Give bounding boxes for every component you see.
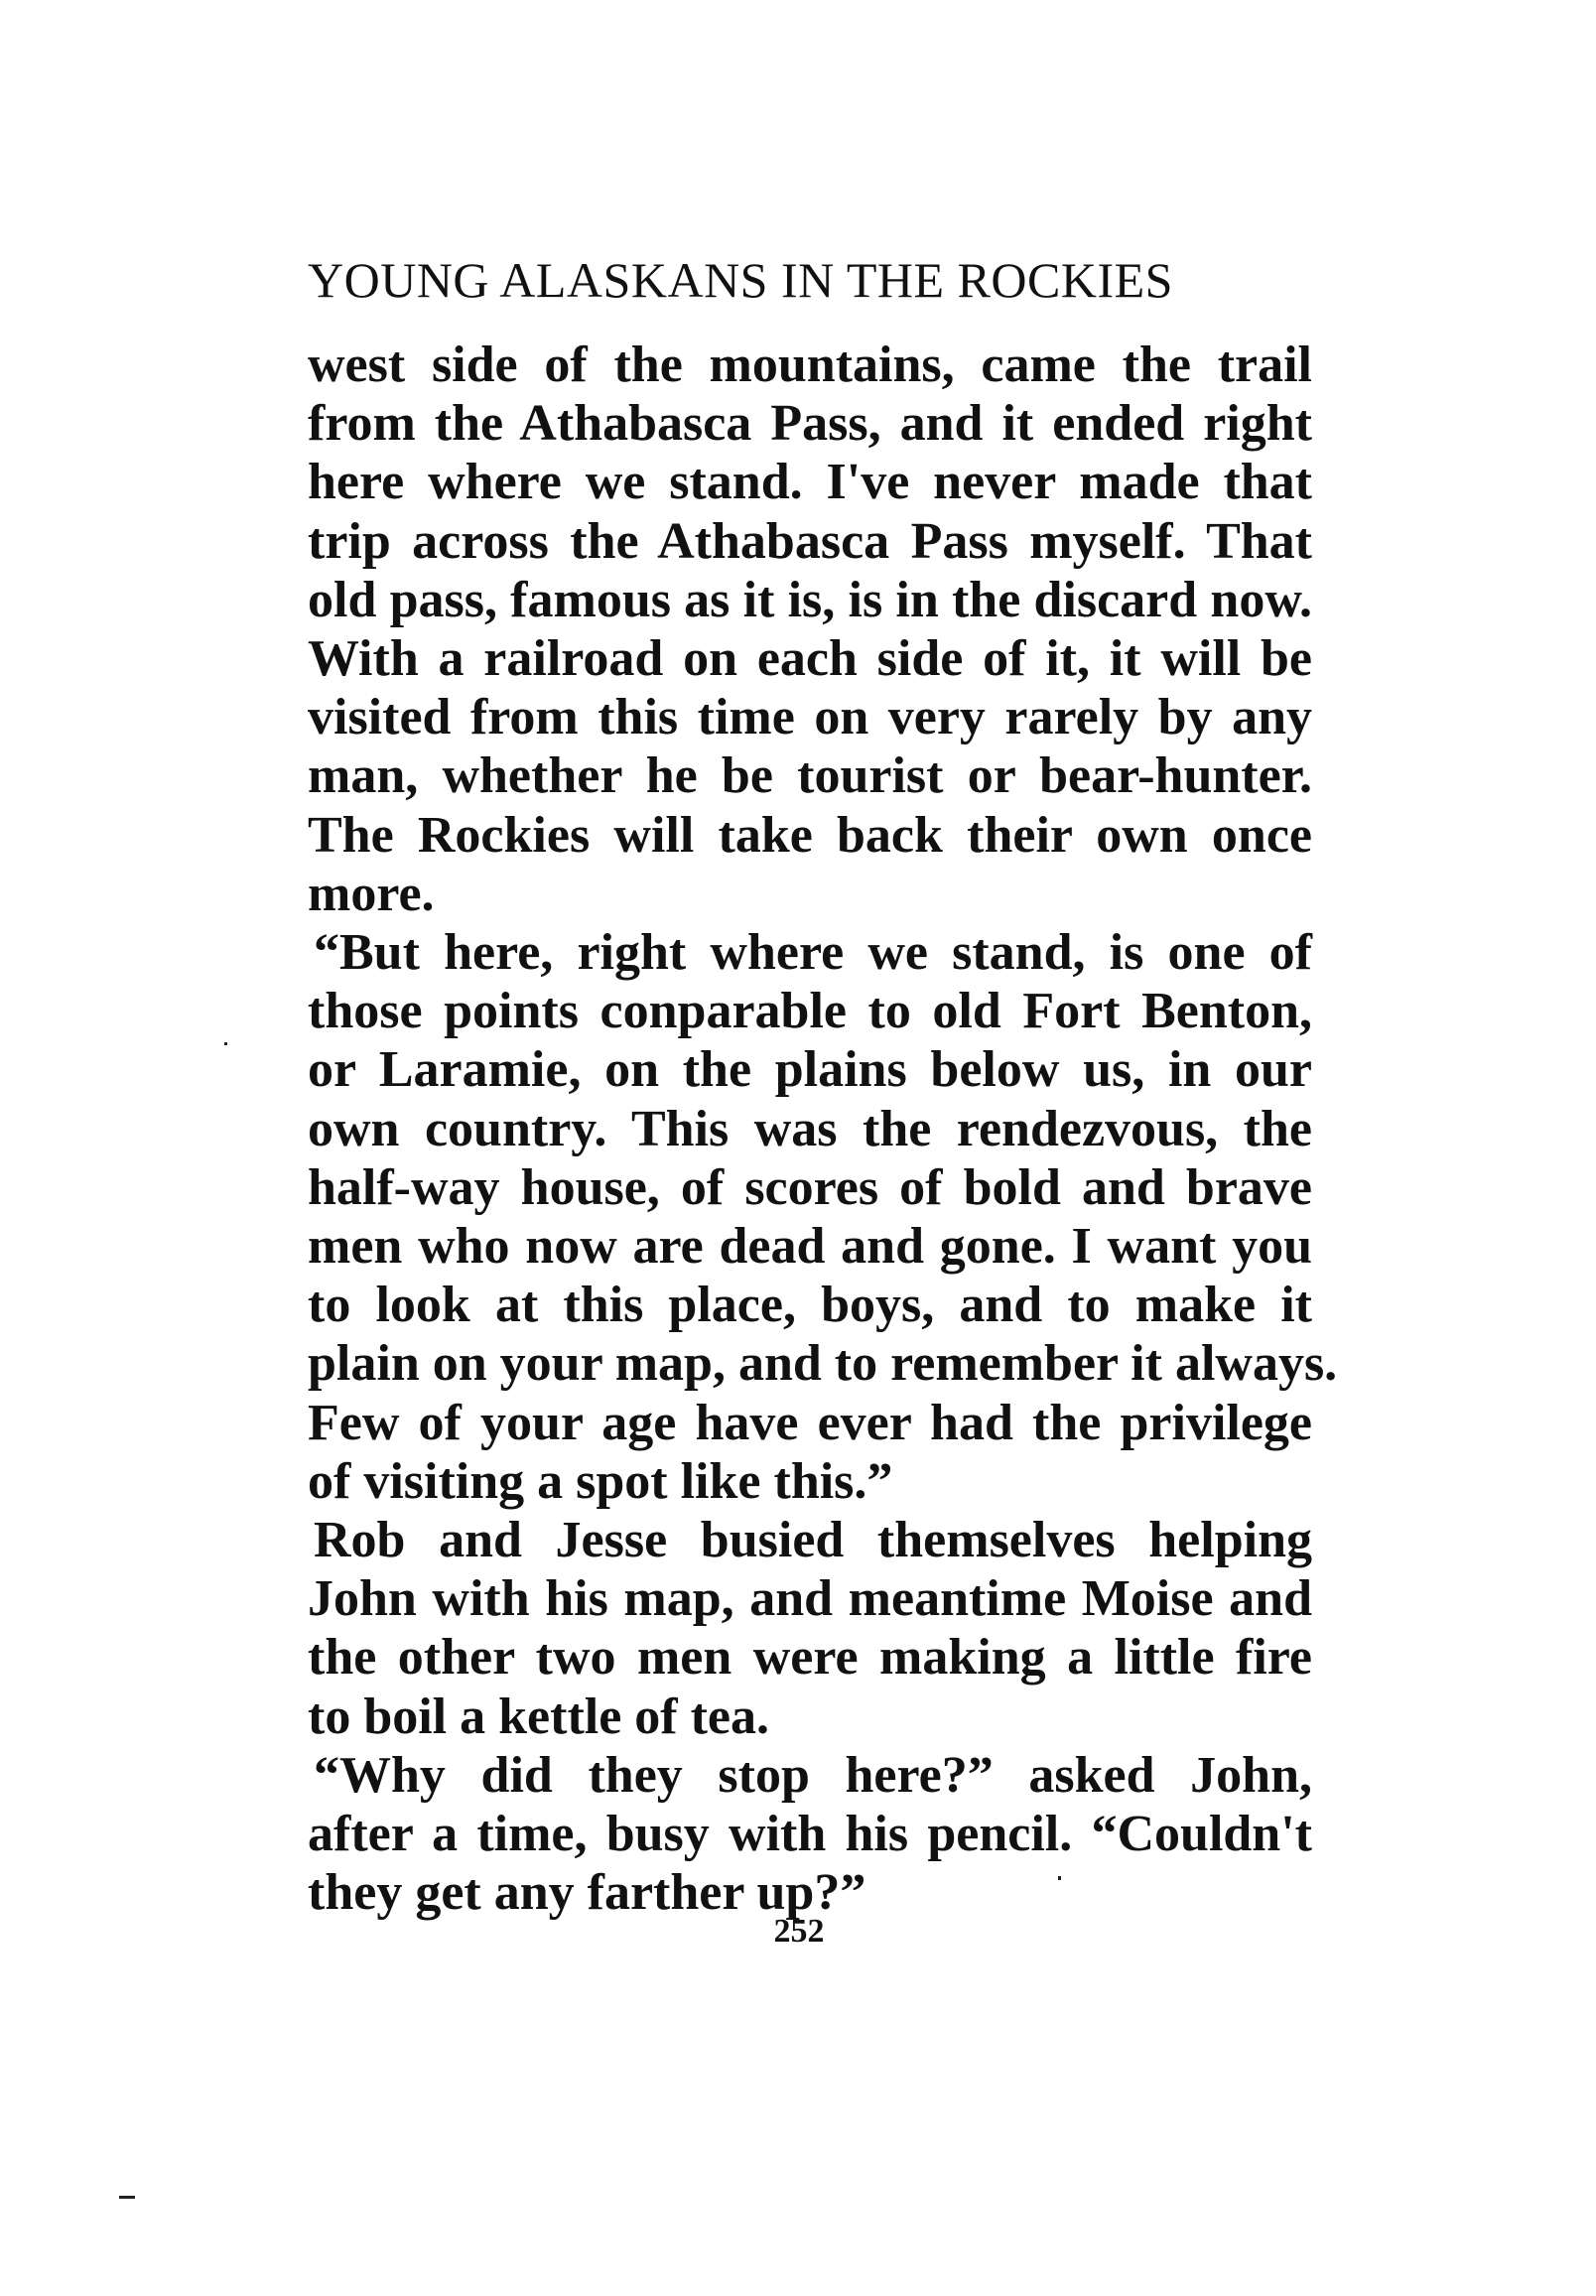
text-line: plain on your map, and to remember it always. bbox=[308, 1335, 1338, 1393]
text-line: Rob and Jesse busied themselves helping bbox=[314, 1512, 1312, 1569]
paragraph-1 bbox=[308, 336, 1312, 923]
text-line: from the Athabasca Pass, and it ended right bbox=[308, 395, 1312, 453]
text-line: visited from this time on very rarely by any bbox=[308, 689, 1312, 746]
text-line: west side of the mountains, came the trail bbox=[308, 337, 1312, 393]
text-line: trip across the Athabasca Pass myself. That bbox=[308, 512, 1312, 570]
paragraph-4 bbox=[308, 1746, 1312, 1923]
text-line: to boil a kettle of tea. bbox=[308, 1688, 770, 1745]
scan-speck bbox=[119, 2196, 135, 2199]
text-line: half-way house, of scores of bold and brave bbox=[308, 1158, 1312, 1216]
paragraph-2 bbox=[308, 923, 1338, 1511]
text-line: “But here, right where we stand, is one of bbox=[314, 924, 1312, 982]
text-line: Few of your age have ever had the privilege bbox=[308, 1394, 1312, 1451]
scan-speck bbox=[1058, 1876, 1061, 1880]
page-number: 252 bbox=[773, 1913, 825, 1950]
text-line: men who now are dead and gone. I want you bbox=[308, 1218, 1312, 1276]
text-line: after a time, busy with his pencil. “Couldn't bbox=[308, 1806, 1312, 1863]
text-line: of visiting a spot like this.” bbox=[308, 1452, 893, 1510]
text-line: they get any farther up?” bbox=[308, 1864, 866, 1922]
text-line: or Laramie, on the plains below us, in our bbox=[308, 1041, 1312, 1099]
text-line: here where we stand. I've never made that bbox=[308, 454, 1312, 511]
running-head: YOUNG ALASKANS IN THE ROCKIES bbox=[308, 252, 1173, 308]
text-line: With a railroad on each side of it, it will be bbox=[308, 630, 1312, 688]
scan-speck bbox=[224, 1042, 227, 1045]
text-line: old pass, famous as it is, is in the discard now. bbox=[308, 571, 1312, 628]
text-line: more. bbox=[308, 865, 435, 922]
text-line: The Rockies will take back their own once bbox=[308, 806, 1312, 864]
paragraph-3 bbox=[308, 1511, 1312, 1746]
text-line: the other two men were making a little fire bbox=[308, 1629, 1312, 1687]
body-text bbox=[308, 336, 1338, 1922]
text-line: man, whether he be tourist or bear-hunter. bbox=[308, 747, 1312, 805]
text-line: own country. This was the rendezvous, the bbox=[308, 1100, 1312, 1157]
text-line: to look at this place, boys, and to make it bbox=[308, 1277, 1312, 1334]
text-line: those points conparable to old Fort Benton, bbox=[308, 983, 1312, 1040]
text-line: John with his map, and meantime Moise and bbox=[308, 1570, 1312, 1628]
text-line: “Why did they stop here?” asked John, bbox=[314, 1746, 1312, 1804]
